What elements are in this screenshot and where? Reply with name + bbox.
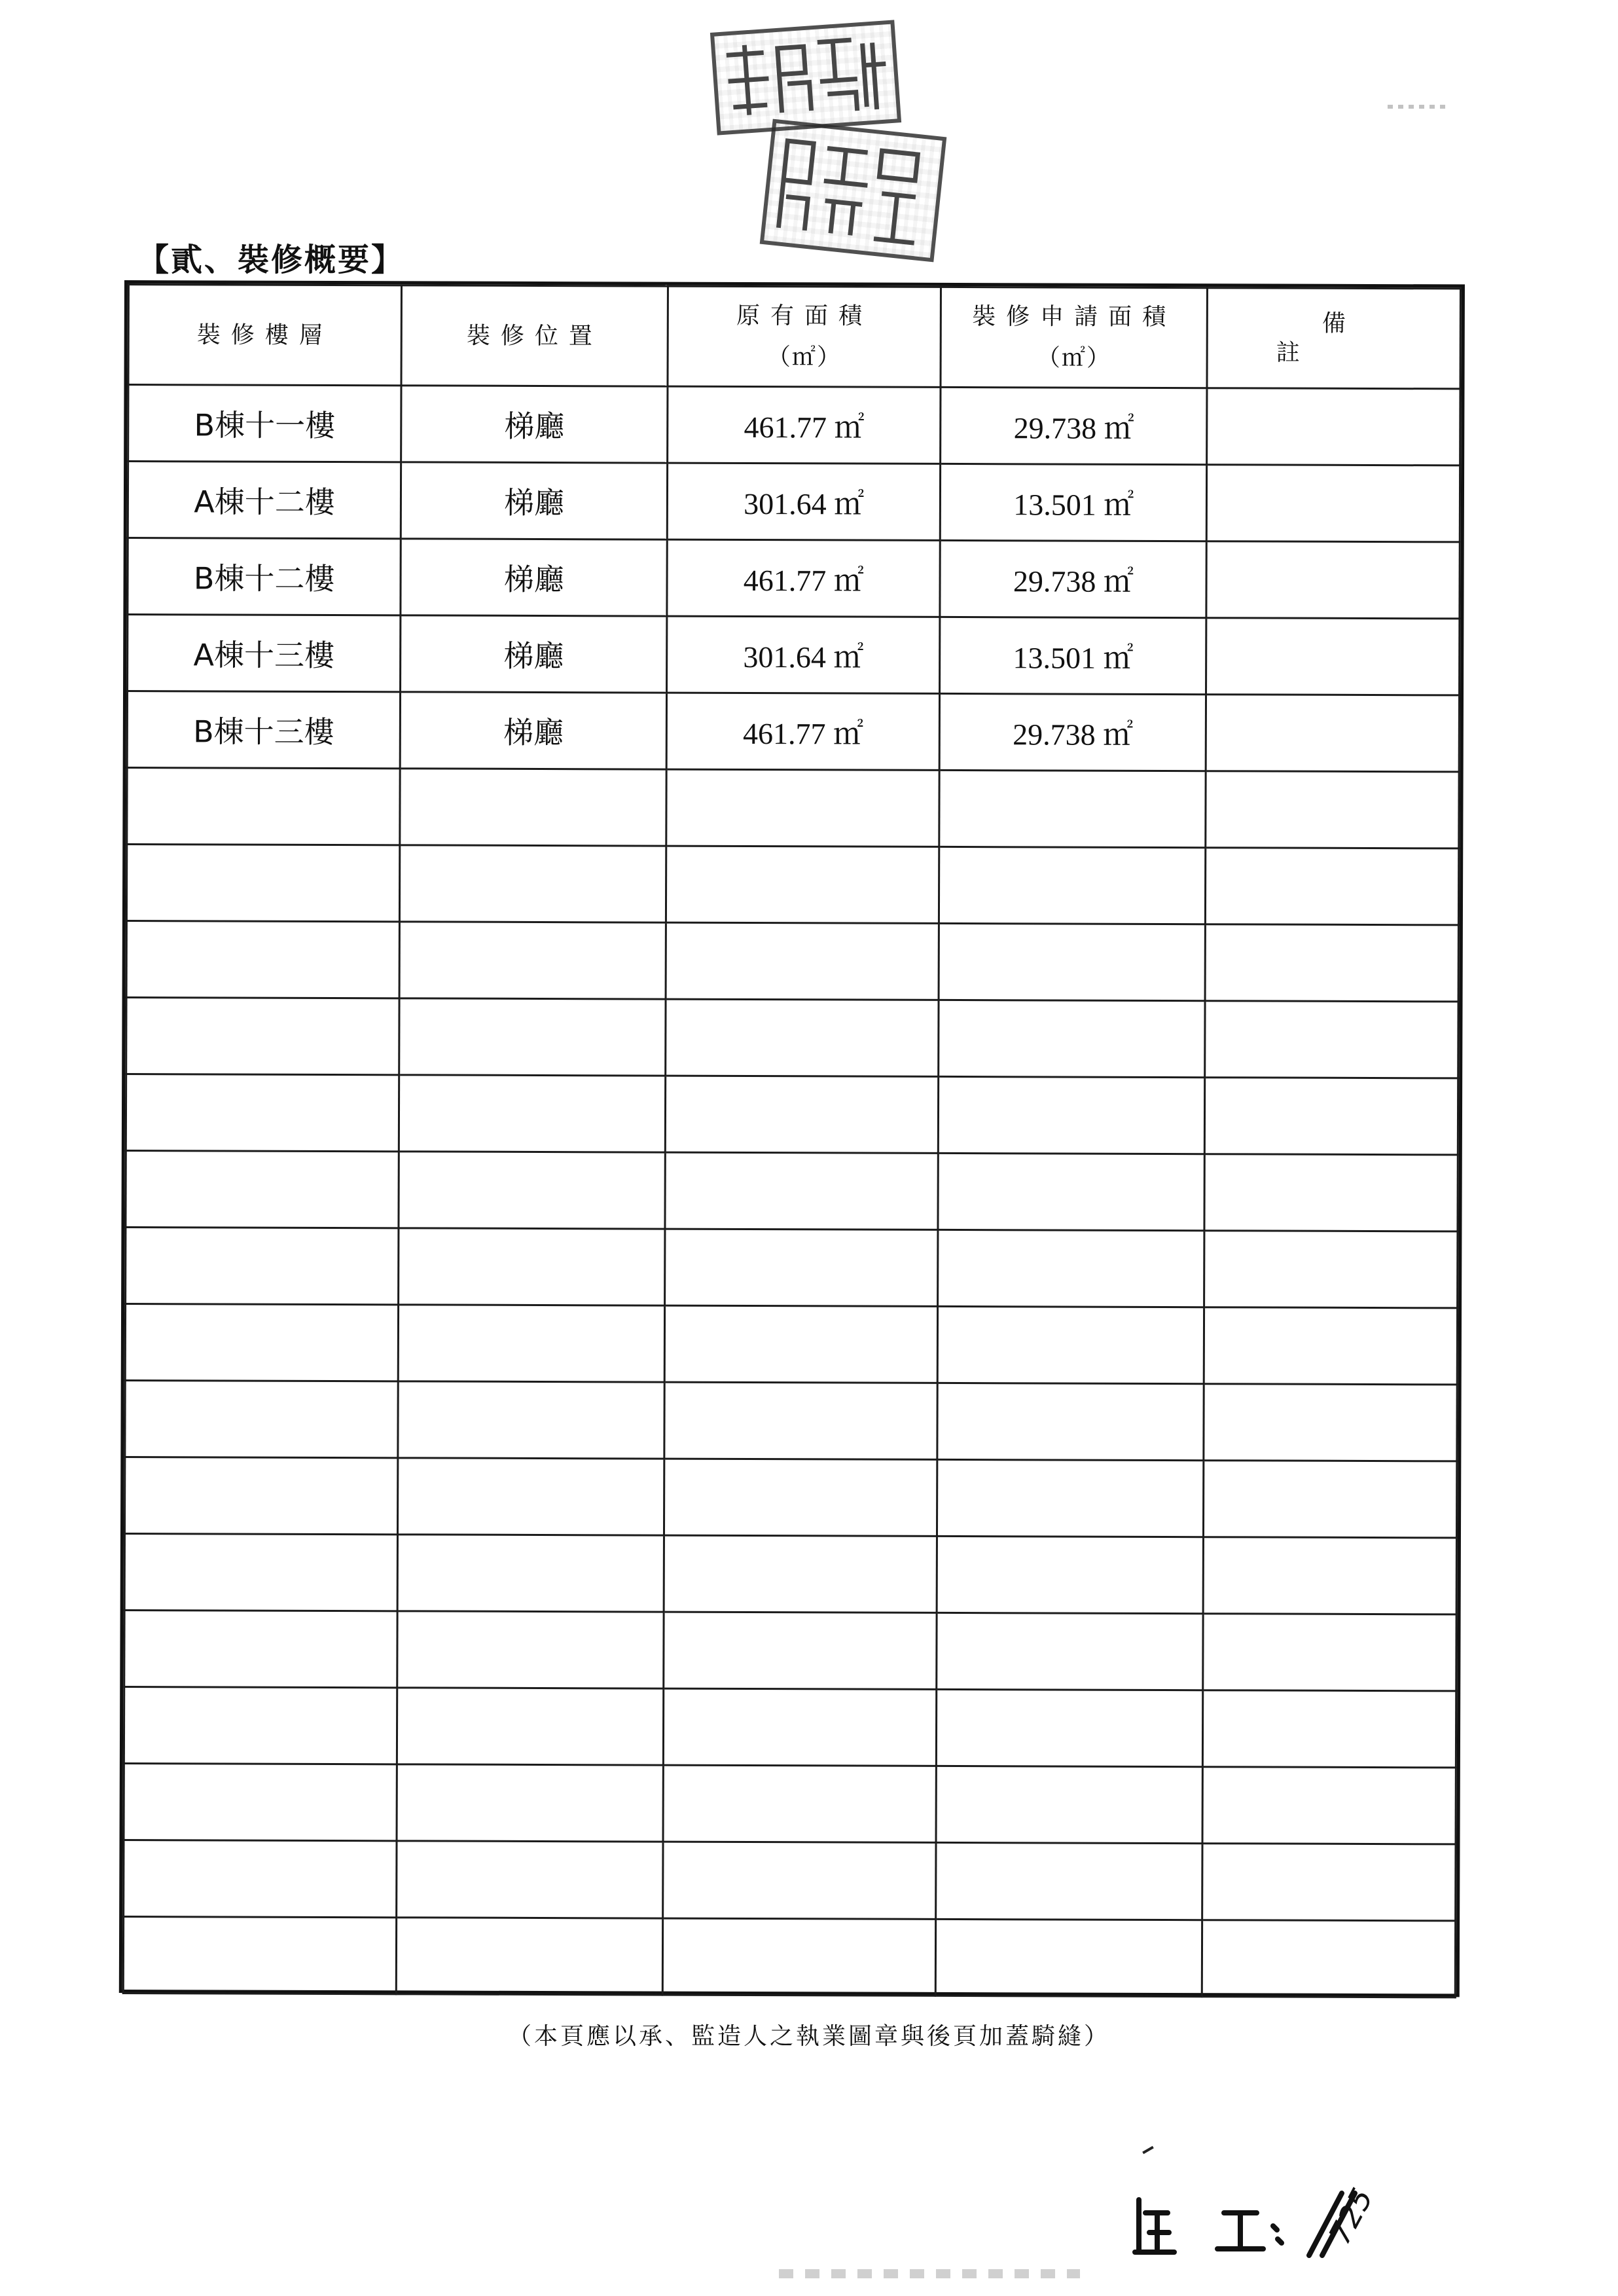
- seal-stamp-top: [710, 20, 901, 135]
- empty-cell: [1202, 1844, 1456, 1921]
- empty-cell: [664, 1612, 937, 1689]
- cell-original-area: 301.64 ㎡: [667, 463, 941, 540]
- empty-cell: [399, 922, 666, 999]
- empty-cell: [124, 1457, 398, 1535]
- seal-stamp-middle: [760, 119, 947, 263]
- table-row-empty: [124, 1764, 1456, 1844]
- empty-cell: [939, 847, 1206, 924]
- table-row-empty: [126, 1074, 1458, 1155]
- empty-cell: [1206, 771, 1459, 848]
- empty-cell: [665, 1076, 939, 1153]
- empty-cell: [1205, 1001, 1458, 1078]
- empty-cell: [399, 998, 666, 1076]
- empty-cell: [400, 769, 666, 846]
- header-row: [128, 285, 1460, 389]
- empty-cell: [939, 1076, 1205, 1154]
- cell-remarks: [1207, 465, 1460, 542]
- empty-cell: [397, 1688, 664, 1765]
- empty-cell: [938, 1153, 1204, 1230]
- cell-applied-area: 13.501 ㎡: [940, 617, 1206, 694]
- cell-location: 梯廳: [401, 462, 667, 539]
- empty-cell: [126, 998, 400, 1075]
- empty-cell: [664, 1459, 938, 1536]
- scan-speck: [1388, 105, 1447, 109]
- table-row-empty: [123, 1917, 1455, 1997]
- cell-applied-area: 29.738 ㎡: [940, 540, 1206, 617]
- empty-cell: [124, 1764, 397, 1841]
- table-row: [128, 615, 1460, 695]
- table-row-empty: [124, 1687, 1456, 1768]
- cell-location: 梯廳: [401, 386, 668, 463]
- cell-original-area: 461.77 ㎡: [667, 539, 941, 617]
- header-original-area: 原有面積 （㎡）: [668, 286, 941, 387]
- cell-location: 梯廳: [400, 692, 666, 769]
- empty-cell: [1205, 1078, 1458, 1155]
- empty-cell: [937, 1536, 1203, 1613]
- empty-cell: [1205, 924, 1458, 1002]
- empty-cell: [398, 1381, 664, 1459]
- empty-cell: [664, 1535, 937, 1613]
- empty-cell: [666, 846, 940, 923]
- faded-scan-text: [779, 2269, 1080, 2278]
- cell-remarks: [1206, 541, 1460, 619]
- empty-cell: [666, 769, 940, 847]
- cell-floor: B棟十二樓: [128, 538, 401, 615]
- empty-cell: [938, 1306, 1204, 1383]
- table-row: [127, 691, 1459, 772]
- empty-cell: [939, 923, 1205, 1000]
- header-floor: 裝修樓層: [128, 285, 402, 386]
- empty-cell: [666, 922, 939, 1000]
- cell-location: 梯廳: [401, 615, 667, 693]
- empty-cell: [399, 1075, 665, 1152]
- table-row-empty: [125, 1304, 1457, 1385]
- table-row-empty: [124, 1534, 1456, 1614]
- empty-cell: [664, 1305, 938, 1383]
- table-row-empty: [124, 1457, 1456, 1538]
- empty-cell: [126, 1151, 399, 1228]
- cell-applied-area: 29.738 ㎡: [941, 387, 1207, 464]
- empty-cell: [1203, 1690, 1456, 1768]
- empty-cell: [665, 1229, 939, 1306]
- empty-cell: [397, 1764, 663, 1842]
- header-applied-area: 裝修申請面積 （㎡）: [941, 287, 1207, 388]
- footnote: （本頁應以承、監造人之執業圖章與後頁加蓋騎縫）: [507, 2023, 1110, 2050]
- empty-cell: [938, 1230, 1204, 1307]
- empty-cell: [124, 1840, 397, 1918]
- cell-original-area: 461.77 ㎡: [666, 693, 940, 770]
- table-row-empty: [124, 1840, 1456, 1921]
- empty-cell: [1202, 1920, 1456, 1997]
- empty-cell: [664, 1688, 937, 1766]
- empty-cell: [1204, 1461, 1457, 1538]
- empty-cell: [398, 1305, 664, 1382]
- empty-cell: [665, 1152, 939, 1230]
- empty-cell: [126, 921, 400, 998]
- empty-cell: [396, 1918, 662, 1995]
- empty-cell: [937, 1613, 1203, 1690]
- table-row-empty: [126, 998, 1458, 1078]
- empty-cell: [937, 1383, 1204, 1460]
- cell-floor: B棟十一樓: [128, 385, 402, 462]
- bottom-page-stamp: [1126, 2182, 1407, 2259]
- empty-cell: [399, 1228, 665, 1305]
- summary-table-grid: [122, 283, 1462, 1998]
- empty-cell: [126, 845, 400, 922]
- table-body: [123, 385, 1460, 1997]
- header-location: 裝修位置: [401, 285, 668, 386]
- table-row-empty: [125, 1381, 1457, 1461]
- seal-stamp-top-icon: [714, 24, 897, 131]
- empty-cell: [399, 1152, 665, 1229]
- empty-cell: [126, 1074, 399, 1152]
- empty-cell: [124, 1611, 398, 1688]
- empty-cell: [125, 1304, 399, 1381]
- empty-cell: [666, 999, 939, 1076]
- cell-applied-area: 13.501 ㎡: [941, 464, 1207, 541]
- empty-cell: [1204, 1384, 1457, 1461]
- table-row-empty: [124, 1611, 1456, 1691]
- empty-cell: [939, 770, 1206, 847]
- empty-cell: [397, 1841, 663, 1918]
- cell-floor: A棟十三樓: [128, 615, 401, 692]
- empty-cell: [663, 1842, 937, 1919]
- empty-cell: [936, 1919, 1202, 1996]
- cell-remarks: [1206, 618, 1460, 695]
- cell-original-area: 301.64 ㎡: [667, 616, 941, 693]
- empty-cell: [664, 1382, 938, 1459]
- empty-cell: [1203, 1537, 1456, 1614]
- header-remarks: 備註: [1207, 288, 1460, 389]
- empty-cell: [1204, 1154, 1458, 1231]
- empty-cell: [936, 1842, 1202, 1920]
- empty-cell: [124, 1687, 397, 1764]
- empty-cell: [939, 1000, 1205, 1077]
- ink-mark: [1142, 2146, 1154, 2154]
- empty-cell: [126, 1228, 399, 1305]
- table-row-empty: [126, 845, 1458, 925]
- empty-cell: [397, 1611, 664, 1688]
- table-row-empty: [127, 768, 1459, 848]
- page-number-mark: 725: [1321, 2182, 1380, 2250]
- empty-cell: [1203, 1614, 1456, 1691]
- empty-cell: [397, 1535, 664, 1612]
- empty-cell: [1204, 1231, 1458, 1308]
- empty-cell: [663, 1765, 937, 1842]
- empty-cell: [662, 1918, 936, 1995]
- cell-remarks: [1207, 388, 1460, 465]
- table-row-empty: [126, 921, 1458, 1002]
- renovation-summary-table: [119, 280, 1465, 1997]
- cell-location: 梯廳: [401, 539, 667, 616]
- empty-cell: [937, 1689, 1203, 1766]
- cell-applied-area: 29.738 ㎡: [939, 693, 1206, 771]
- table-row-empty: [126, 1151, 1458, 1231]
- empty-cell: [937, 1459, 1204, 1537]
- empty-cell: [398, 1458, 664, 1535]
- empty-cell: [124, 1534, 398, 1611]
- cell-floor: B棟十三樓: [127, 691, 401, 769]
- empty-cell: [123, 1917, 397, 1994]
- empty-cell: [1202, 1767, 1456, 1844]
- table-row: [128, 385, 1460, 465]
- cell-floor: A棟十二樓: [128, 462, 401, 539]
- empty-cell: [936, 1766, 1202, 1843]
- cell-original-area: 461.77 ㎡: [668, 386, 941, 464]
- section-title: 【貳、裝修概要】: [137, 242, 405, 278]
- seal-stamp-middle-icon: [764, 123, 942, 258]
- empty-cell: [1204, 1307, 1458, 1385]
- table-row: [128, 462, 1460, 542]
- empty-cell: [1206, 848, 1459, 925]
- cell-remarks: [1206, 695, 1459, 772]
- table-row-empty: [126, 1228, 1458, 1308]
- empty-cell: [400, 845, 666, 922]
- empty-cell: [125, 1381, 399, 1458]
- empty-cell: [127, 768, 401, 845]
- table-row: [128, 538, 1460, 619]
